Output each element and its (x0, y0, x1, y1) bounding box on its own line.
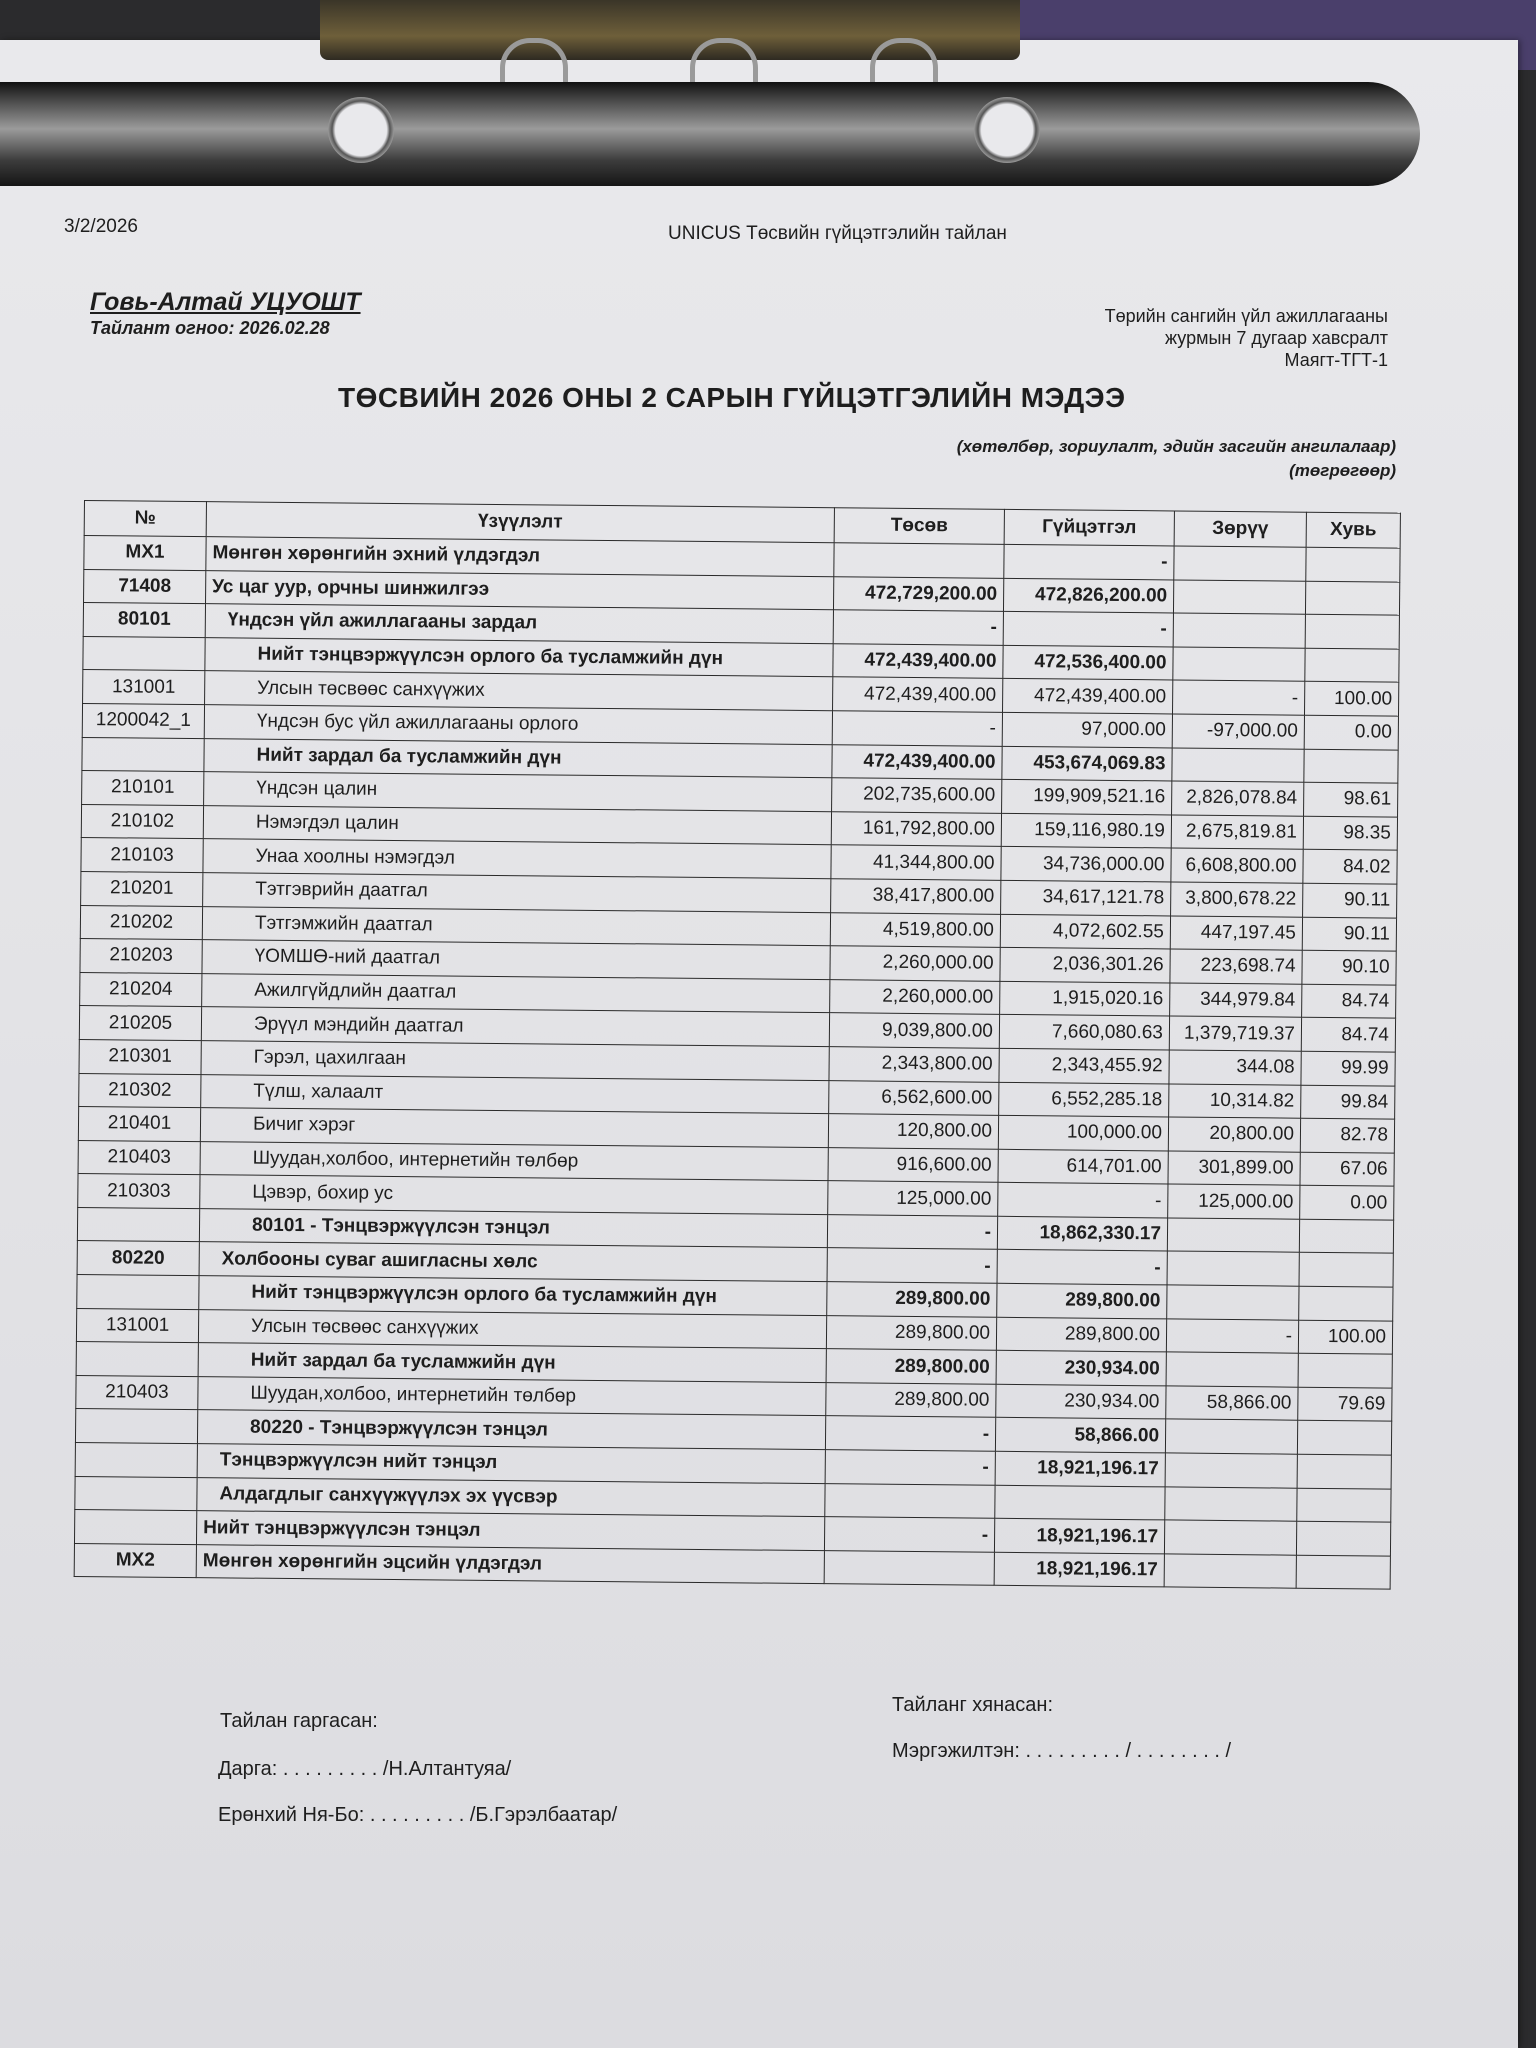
row-code: 210403 (78, 1140, 200, 1175)
row-budget: 472,439,400.00 (833, 677, 1003, 712)
row-budget: 161,792,800.00 (831, 811, 1001, 846)
row-code: 131001 (76, 1308, 198, 1343)
row-percent (1304, 749, 1398, 783)
row-indicator: Алдагдлыг санхүүжүүлэх эх үүсвэр (197, 1477, 825, 1517)
row-indicator: Улсын төсвөөс санхүүжих (205, 671, 833, 711)
row-percent: 84.02 (1303, 850, 1397, 884)
row-budget: - (825, 1450, 995, 1485)
row-indicator: Цэвэр, бохир ус (200, 1175, 828, 1215)
row-percent (1297, 1421, 1391, 1455)
row-actual: 97,000.00 (1002, 712, 1172, 747)
row-indicator: Холбооны суваг ашигласны хөлс (199, 1242, 827, 1282)
row-percent (1296, 1555, 1390, 1589)
row-code: 210101 (82, 771, 204, 806)
row-actual: 4,072,602.55 (1000, 914, 1170, 949)
column-header-indicator: Үзүүлэлт (206, 502, 834, 543)
row-percent: 82.78 (1300, 1118, 1394, 1152)
row-code: 210401 (78, 1107, 200, 1142)
report-date: Тайлант огноо: 2026.02.28 (90, 318, 330, 338)
row-code (75, 1476, 197, 1511)
report-title: ТӨСВИЙН 2026 ОНЫ 2 САРЫН ГҮЙЦЭТГЭЛИЙН МЭДЭЭ (338, 382, 1126, 413)
row-actual: 472,439,400.00 (1003, 679, 1173, 714)
row-code (76, 1342, 198, 1377)
row-actual: 230,934.00 (996, 1351, 1166, 1386)
row-code: 210203 (80, 939, 202, 974)
row-budget: 2,343,800.00 (829, 1047, 999, 1082)
row-percent (1305, 614, 1399, 648)
row-indicator: Ажилгүйдлийн даатгал (202, 973, 830, 1013)
row-actual: 614,701.00 (998, 1149, 1168, 1184)
row-indicator: Тэтгэврийн даатгал (203, 873, 831, 913)
row-percent: 99.99 (1301, 1051, 1395, 1085)
row-difference: 6,608,800.00 (1171, 848, 1303, 883)
row-code: 131001 (83, 670, 205, 705)
row-indicator: Нийт зардал ба тусламжийн дүн (198, 1343, 826, 1383)
row-code: 210205 (79, 1006, 201, 1041)
row-budget: - (825, 1416, 995, 1451)
row-budget: - (827, 1248, 997, 1283)
row-difference (1167, 1251, 1299, 1286)
row-actual (995, 1485, 1165, 1520)
row-indicator: Шуудан,холбоо, интернетийн төлбөр (200, 1141, 828, 1181)
reference-line: журмын 7 дугаар хавсралт (1165, 328, 1388, 348)
row-code: 71408 (84, 569, 206, 604)
row-indicator: Тэнцвэржүүлсэн нийт тэнцэл (197, 1444, 825, 1484)
row-indicator: Тэтгэмжийн даатгал (202, 906, 830, 946)
row-difference: 2,675,819.81 (1171, 815, 1303, 850)
column-header-number: № (84, 501, 206, 537)
row-percent (1299, 1253, 1393, 1287)
row-indicator: ҮОМШӨ-ний даатгал (202, 940, 830, 980)
row-actual: 2,343,455.92 (999, 1048, 1169, 1083)
row-percent: 67.06 (1300, 1152, 1394, 1186)
row-difference: -97,000.00 (1172, 714, 1304, 749)
row-actual: - (1003, 612, 1173, 647)
row-indicator: Үндсэн үйл ажиллагааны зардал (205, 604, 833, 644)
row-difference (1165, 1487, 1297, 1522)
row-percent (1299, 1286, 1393, 1320)
row-code: 1200042_1 (82, 703, 204, 738)
row-actual: 289,800.00 (997, 1283, 1167, 1318)
row-code: 210103 (81, 838, 203, 873)
row-code (83, 636, 205, 671)
row-budget: - (824, 1517, 994, 1552)
reference-line: Маягт-ТГТ-1 (1284, 350, 1388, 370)
row-code: 210204 (80, 972, 202, 1007)
row-indicator: Бичиг хэрэг (200, 1108, 828, 1148)
row-actual: 18,921,196.17 (994, 1552, 1164, 1587)
row-percent: 100.00 (1304, 682, 1398, 716)
row-actual: 472,826,200.00 (1003, 578, 1173, 613)
row-indicator: Улсын төсвөөс санхүүжих (198, 1309, 826, 1349)
column-header-actual: Гүйцэтгэл (1004, 509, 1174, 546)
row-code: 80101 (83, 603, 205, 638)
row-indicator: Унаа хоолны нэмэгдэл (203, 839, 831, 879)
row-budget (834, 543, 1004, 578)
specialist-signature-line: Мэргэжилтэн: . . . . . . . . . / . . . . . . . . / (892, 1740, 1232, 1762)
clipboard-bar (0, 82, 1420, 186)
row-actual: 34,617,121.78 (1001, 880, 1171, 915)
row-percent (1297, 1454, 1391, 1488)
row-budget: 4,519,800.00 (830, 912, 1000, 947)
row-code: 210302 (79, 1073, 201, 1108)
row-difference (1173, 580, 1305, 615)
row-budget: 289,800.00 (826, 1315, 996, 1350)
row-percent (1298, 1353, 1392, 1387)
row-percent: 84.74 (1302, 984, 1396, 1018)
row-indicator: Гэрэл, цахилгаан (201, 1041, 829, 1081)
row-percent (1305, 581, 1399, 615)
row-percent: 84.74 (1301, 1018, 1395, 1052)
column-header-percent: Хувь (1306, 512, 1400, 548)
row-difference (1173, 613, 1305, 648)
director-signature-line: Дарга: . . . . . . . . . /Н.Алтантуяа/ (218, 1758, 512, 1780)
row-indicator: Түлш, халаалт (201, 1074, 829, 1114)
prepared-by-label: Тайлан гаргасан: (220, 1710, 378, 1732)
report-subtitle: (хөтөлбөр, зориулалт, эдийн засгийн ангилалаар) (956, 437, 1396, 456)
row-budget: - (833, 610, 1003, 645)
row-percent: 90.11 (1302, 917, 1396, 951)
row-code (77, 1275, 199, 1310)
row-percent: 99.84 (1301, 1085, 1395, 1119)
row-budget (824, 1550, 994, 1585)
row-budget: - (832, 711, 1002, 746)
row-actual: 58,866.00 (995, 1418, 1165, 1453)
row-difference: 3,800,678.22 (1171, 882, 1303, 917)
row-indicator: Үндсэн цалин (204, 772, 832, 812)
row-percent: 98.35 (1303, 816, 1397, 850)
row-actual: 6,552,285.18 (999, 1082, 1169, 1117)
row-difference: - (1166, 1319, 1298, 1354)
row-code: MX2 (74, 1543, 196, 1578)
row-percent (1296, 1521, 1390, 1555)
row-code: 210102 (81, 804, 203, 839)
row-difference: 344.08 (1169, 1050, 1301, 1085)
row-code (77, 1207, 199, 1242)
row-budget: 9,039,800.00 (829, 1013, 999, 1048)
row-percent (1306, 547, 1400, 581)
currency-note: (төгрөгөөр) (1289, 461, 1396, 480)
row-budget: 289,800.00 (826, 1349, 996, 1384)
row-difference: 223,698.74 (1170, 949, 1302, 984)
row-budget: 472,439,400.00 (833, 643, 1003, 678)
row-budget: 202,735,600.00 (832, 778, 1002, 813)
row-indicator: Эрүүл мэндийн даатгал (201, 1007, 829, 1047)
print-date: 3/2/2026 (64, 216, 138, 237)
row-budget: 41,344,800.00 (831, 845, 1001, 880)
row-budget: 472,729,200.00 (833, 576, 1003, 611)
row-difference (1164, 1520, 1296, 1555)
row-difference: 125,000.00 (1168, 1184, 1300, 1219)
row-budget: 916,600.00 (828, 1147, 998, 1182)
row-difference (1165, 1419, 1297, 1454)
row-code: MX1 (84, 536, 206, 571)
row-actual: 18,862,330.17 (997, 1216, 1167, 1251)
row-code (75, 1442, 197, 1477)
row-difference: 10,314.82 (1169, 1083, 1301, 1118)
row-difference: 2,826,078.84 (1172, 781, 1304, 816)
row-actual: 7,660,080.63 (999, 1015, 1169, 1050)
row-code: 210201 (81, 871, 203, 906)
organization-name: Говь-Алтай УЦУОШТ (90, 288, 361, 316)
row-budget: 38,417,800.00 (831, 879, 1001, 914)
budget-execution-table (74, 500, 1401, 1590)
row-percent: 0.00 (1300, 1185, 1394, 1219)
row-actual: 472,536,400.00 (1003, 645, 1173, 680)
row-budget: 289,800.00 (826, 1383, 996, 1418)
row-budget: 472,439,400.00 (832, 744, 1002, 779)
row-difference (1167, 1218, 1299, 1253)
row-budget: 6,562,600.00 (829, 1080, 999, 1115)
row-percent: 79.69 (1298, 1387, 1392, 1421)
row-actual: 453,674,069.83 (1002, 746, 1172, 781)
row-percent: 90.11 (1303, 883, 1397, 917)
row-budget: 2,260,000.00 (830, 979, 1000, 1014)
row-budget: - (827, 1215, 997, 1250)
row-actual: 2,036,301.26 (1000, 947, 1170, 982)
row-budget: 120,800.00 (828, 1114, 998, 1149)
row-indicator: Нэмэгдэл цалин (203, 805, 831, 845)
row-code: 210301 (79, 1039, 201, 1074)
row-actual: 18,921,196.17 (995, 1451, 1165, 1486)
accountant-signature-line: Ерөнхий Ня-Бо: . . . . . . . . . /Б.Гэрэлбаатар/ (218, 1804, 618, 1826)
row-difference: 344,979.84 (1170, 983, 1302, 1018)
row-difference: 301,899.00 (1168, 1151, 1300, 1186)
row-indicator: 80101 - Тэнцвэржүүлсэн тэнцэл (199, 1209, 827, 1249)
row-indicator: Шуудан,холбоо, интернетийн төлбөр (198, 1376, 826, 1416)
row-difference (1173, 647, 1305, 682)
row-difference (1172, 748, 1304, 783)
row-actual: - (1004, 544, 1174, 579)
row-percent (1297, 1488, 1391, 1522)
row-percent: 0.00 (1304, 715, 1398, 749)
row-percent: 100.00 (1298, 1320, 1392, 1354)
row-actual: 199,909,521.16 (1002, 779, 1172, 814)
row-indicator: Мөнгөн хөрөнгийн эхний үлдэгдэл (206, 537, 834, 577)
column-header-difference: Зөрүү (1174, 511, 1306, 547)
row-actual: 1,915,020.16 (1000, 981, 1170, 1016)
row-difference: 1,379,719.37 (1169, 1016, 1301, 1051)
row-actual: 18,921,196.17 (994, 1519, 1164, 1554)
row-code: 210202 (80, 905, 202, 940)
row-actual: - (998, 1183, 1168, 1218)
row-indicator: 80220 - Тэнцвэржүүлсэн тэнцэл (197, 1410, 825, 1450)
row-percent (1305, 648, 1399, 682)
row-budget: 2,260,000.00 (830, 946, 1000, 981)
row-indicator: Мөнгөн хөрөнгийн эцсийн үлдэгдэл (196, 1544, 824, 1584)
row-percent: 98.61 (1304, 782, 1398, 816)
row-indicator: Нийт тэнцвэржүүлсэн орлого ба тусламжийн дүн (199, 1276, 827, 1316)
row-difference: 20,800.00 (1168, 1117, 1300, 1152)
row-indicator: Нийт тэнцвэржүүлсэн тэнцэл (196, 1511, 824, 1551)
row-percent (1299, 1219, 1393, 1253)
row-difference (1174, 546, 1306, 581)
reviewed-by-label: Тайланг хянасан: (892, 1694, 1054, 1716)
row-code: 210403 (76, 1375, 198, 1410)
row-difference: - (1172, 680, 1304, 715)
row-actual: 230,934.00 (996, 1384, 1166, 1419)
column-header-budget: Төсөв (834, 508, 1004, 545)
row-budget: 289,800.00 (827, 1282, 997, 1317)
row-difference: 447,197.45 (1170, 915, 1302, 950)
row-code (82, 737, 204, 772)
row-difference (1165, 1453, 1297, 1488)
row-difference (1167, 1285, 1299, 1320)
clipboard-hole-left (328, 97, 394, 163)
row-code: 80220 (77, 1241, 199, 1276)
row-difference (1164, 1554, 1296, 1589)
row-indicator: Ус цаг уур, орчны шинжилгээ (206, 570, 834, 610)
row-indicator: Үндсэн бус үйл ажиллагааны орлого (204, 705, 832, 745)
reference-line: Төрийн сангийн үйл ажиллагааны (1104, 306, 1388, 326)
row-actual: 34,736,000.00 (1001, 847, 1171, 882)
row-budget (825, 1483, 995, 1518)
row-difference: 58,866.00 (1166, 1386, 1298, 1421)
row-code: 210303 (78, 1174, 200, 1209)
row-indicator: Нийт тэнцвэржүүлсэн орлого ба тусламжийн дүн (205, 637, 833, 677)
row-actual: 100,000.00 (998, 1115, 1168, 1150)
report-system-title: UNICUS Төсвийн гүйцэтгэлийн тайлан (668, 223, 1007, 244)
row-actual: - (997, 1250, 1167, 1285)
clipboard-hole-right (974, 97, 1040, 163)
row-actual: 159,116,980.19 (1001, 813, 1171, 848)
row-budget: 125,000.00 (828, 1181, 998, 1216)
row-difference (1166, 1352, 1298, 1387)
row-actual: 289,800.00 (996, 1317, 1166, 1352)
row-percent: 90.10 (1302, 950, 1396, 984)
row-code (74, 1510, 196, 1545)
row-indicator: Нийт зардал ба тусламжийн дүн (204, 738, 832, 778)
row-code (75, 1409, 197, 1444)
